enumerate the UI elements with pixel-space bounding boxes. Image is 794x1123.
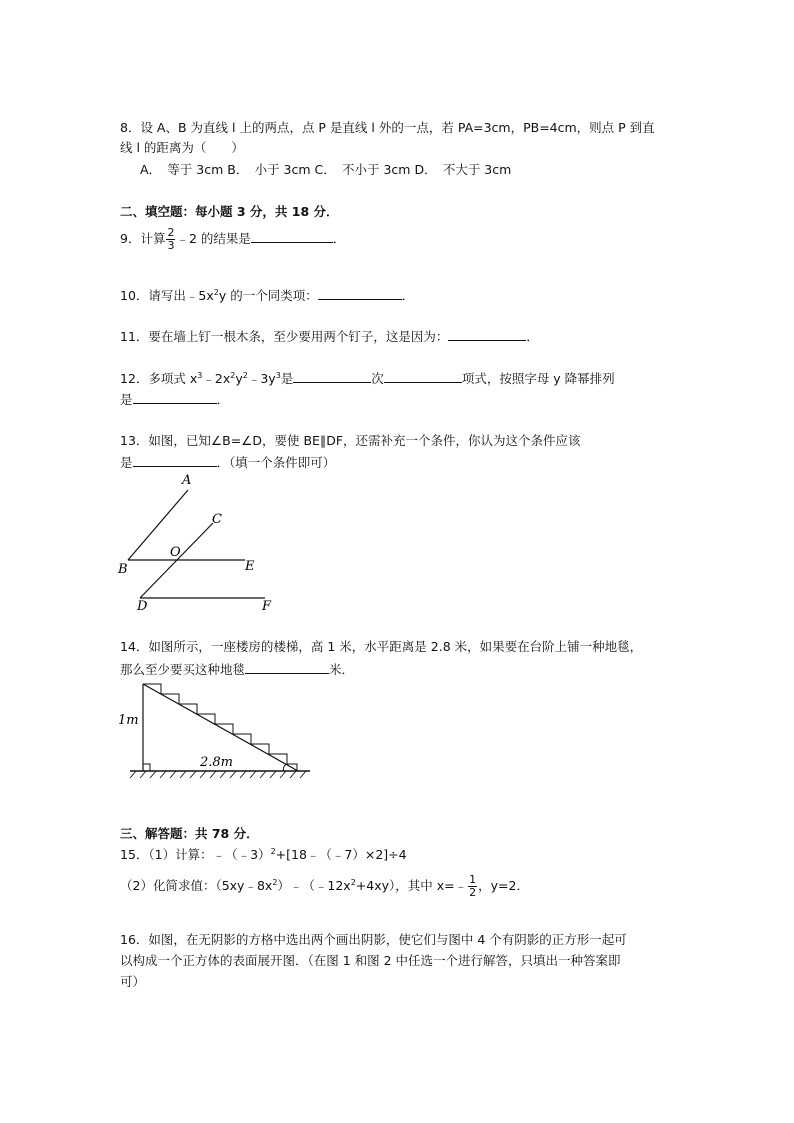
q12-sup4: 3 <box>275 371 281 380</box>
q11-end: ． <box>526 329 539 344</box>
q15-part1-sup: 2 <box>270 847 276 856</box>
label-F: F <box>262 599 272 614</box>
q12-mid4: 是 <box>280 371 294 386</box>
q8-options: A． 等于 3cm B． 小于 3cm C． 不小于 3cm D． 不大于 3cm <box>140 162 512 177</box>
q12-sup2: 2 <box>230 371 236 380</box>
q10 <box>120 287 414 304</box>
q8-line2: 线 l 的距离为（ ） <box>120 140 244 155</box>
q11-answer-blank[interactable] <box>448 328 526 341</box>
section3-title: 三、解答题：共 78 分． <box>120 826 259 841</box>
q9-fraction <box>166 227 175 252</box>
q14-line1: 14．如图所示，一座楼房的楼梯，高 1 米，水平距离是 2.8 米，如果要在台阶上铺一种地毯， <box>120 639 643 654</box>
q16-line1: 16．如图，在无阴影的方格中选出两个画出阴影，使它们与图中 4 个有阴影的正方形一起可 <box>120 932 627 947</box>
q12-sup1: 3 <box>197 371 203 380</box>
q9 <box>120 226 345 252</box>
q9-frac-den: 3 <box>167 239 175 252</box>
q10-post: y 的一个同类项： <box>218 288 318 303</box>
q15-part2-d: ，y=2． <box>478 878 529 893</box>
section2-title: 二、填空题：每小题 3 分，共 18 分． <box>120 204 339 219</box>
label-O: O <box>170 545 181 560</box>
q15-part2-b: ）﹣（﹣12x <box>277 878 351 893</box>
q9-post: ﹣2 的结果是 <box>176 231 251 246</box>
q14-line2 <box>120 661 354 678</box>
label-2-8m: 2.8m <box>200 755 234 770</box>
q14-answer-blank[interactable] <box>245 661 329 674</box>
q14-line2-pre: 那么至少要买这种地毯 <box>120 662 246 677</box>
q13-line2 <box>120 454 335 471</box>
q15-frac-num: 1 <box>469 873 477 886</box>
q12-terms-blank[interactable] <box>384 370 462 383</box>
q15-part2-sup1: 2 <box>272 878 278 887</box>
q12-ci: 次 <box>371 371 384 386</box>
label-A: A <box>182 473 192 488</box>
right-angle-mark <box>143 764 150 771</box>
q9-frac-num: 2 <box>167 226 175 239</box>
q9-pre: 9．计算 <box>120 231 166 246</box>
q12-line2 <box>120 391 229 408</box>
q9-answer-blank[interactable] <box>251 230 333 243</box>
q15-fraction <box>468 874 477 899</box>
ground-hatching <box>130 771 306 778</box>
q13-line2-pre: 是 <box>120 455 133 470</box>
label-B: B <box>118 562 128 577</box>
q15-part2-a: （2）化简求值：（5xy﹣8x <box>120 878 273 893</box>
q12-mid3: ﹣3y <box>247 371 276 386</box>
q15-part2-c: +4xy），其中 x=﹣ <box>355 878 468 893</box>
q13-line1: 13．如图，已知∠B=∠D，要使 BE∥DF，还需补充一个条件，你认为这个条件应该 <box>120 433 581 448</box>
q12-sup3: 2 <box>242 371 248 380</box>
q12-order-blank[interactable] <box>133 391 217 404</box>
q10-pre: 10．请写出﹣5x <box>120 288 214 303</box>
label-E: E <box>245 559 255 574</box>
q15-part1-pre: 15．（1）计算：﹣（﹣3） <box>120 847 271 862</box>
q13-line2-post: ．（填一个条件即可） <box>216 455 336 470</box>
q12-xiang: 项式，按照字母 y 降幂排列 <box>461 371 615 386</box>
q16-line3: 可） <box>120 974 146 989</box>
q15-part1 <box>120 847 407 863</box>
q12-line2-pre: 是 <box>120 392 133 407</box>
q14-staircase-figure <box>110 680 320 780</box>
q10-end: ． <box>401 288 415 303</box>
label-D: D <box>137 599 148 614</box>
q15-part1-post: +[18﹣（﹣7）×2]÷4 <box>275 847 407 862</box>
q10-answer-blank[interactable] <box>318 287 402 300</box>
q14-line2-post: 米． <box>329 662 355 677</box>
q12-pre: 12．多项式 x <box>120 371 198 386</box>
q13-answer-blank[interactable] <box>133 454 217 467</box>
q8-line1: 8．设 A、B 为直线 l 上的两点，点 P 是直线 l 外的一点，若 PA=3cm，PB=4cm，则点 P 到直 <box>120 120 655 135</box>
q9-end: ． <box>332 231 346 246</box>
q16-line2: 以构成一个正方体的表面展开图．（在图 1 和图 2 中任选一个进行解答，只填出一种答案即 <box>120 953 621 968</box>
q12-mid1: ﹣2x <box>202 371 231 386</box>
q11 <box>120 328 539 345</box>
q12-degree-blank[interactable] <box>293 370 371 383</box>
q15-frac-den: 2 <box>469 886 477 899</box>
angle-arc <box>283 764 286 771</box>
q15-part2 <box>120 872 529 900</box>
q15-part2-sup2: 2 <box>350 878 356 887</box>
q12-end: ． <box>216 392 230 407</box>
label-1m: 1m <box>118 713 139 728</box>
q12-line1 <box>120 370 615 387</box>
q11-text: 11．要在墙上钉一根木条，至少要用两个钉子，这是因为： <box>120 329 449 344</box>
q12-mid2: y <box>235 371 243 386</box>
q13-figure <box>110 470 290 615</box>
q10-sup: 2 <box>213 288 219 297</box>
label-C: C <box>212 512 222 527</box>
